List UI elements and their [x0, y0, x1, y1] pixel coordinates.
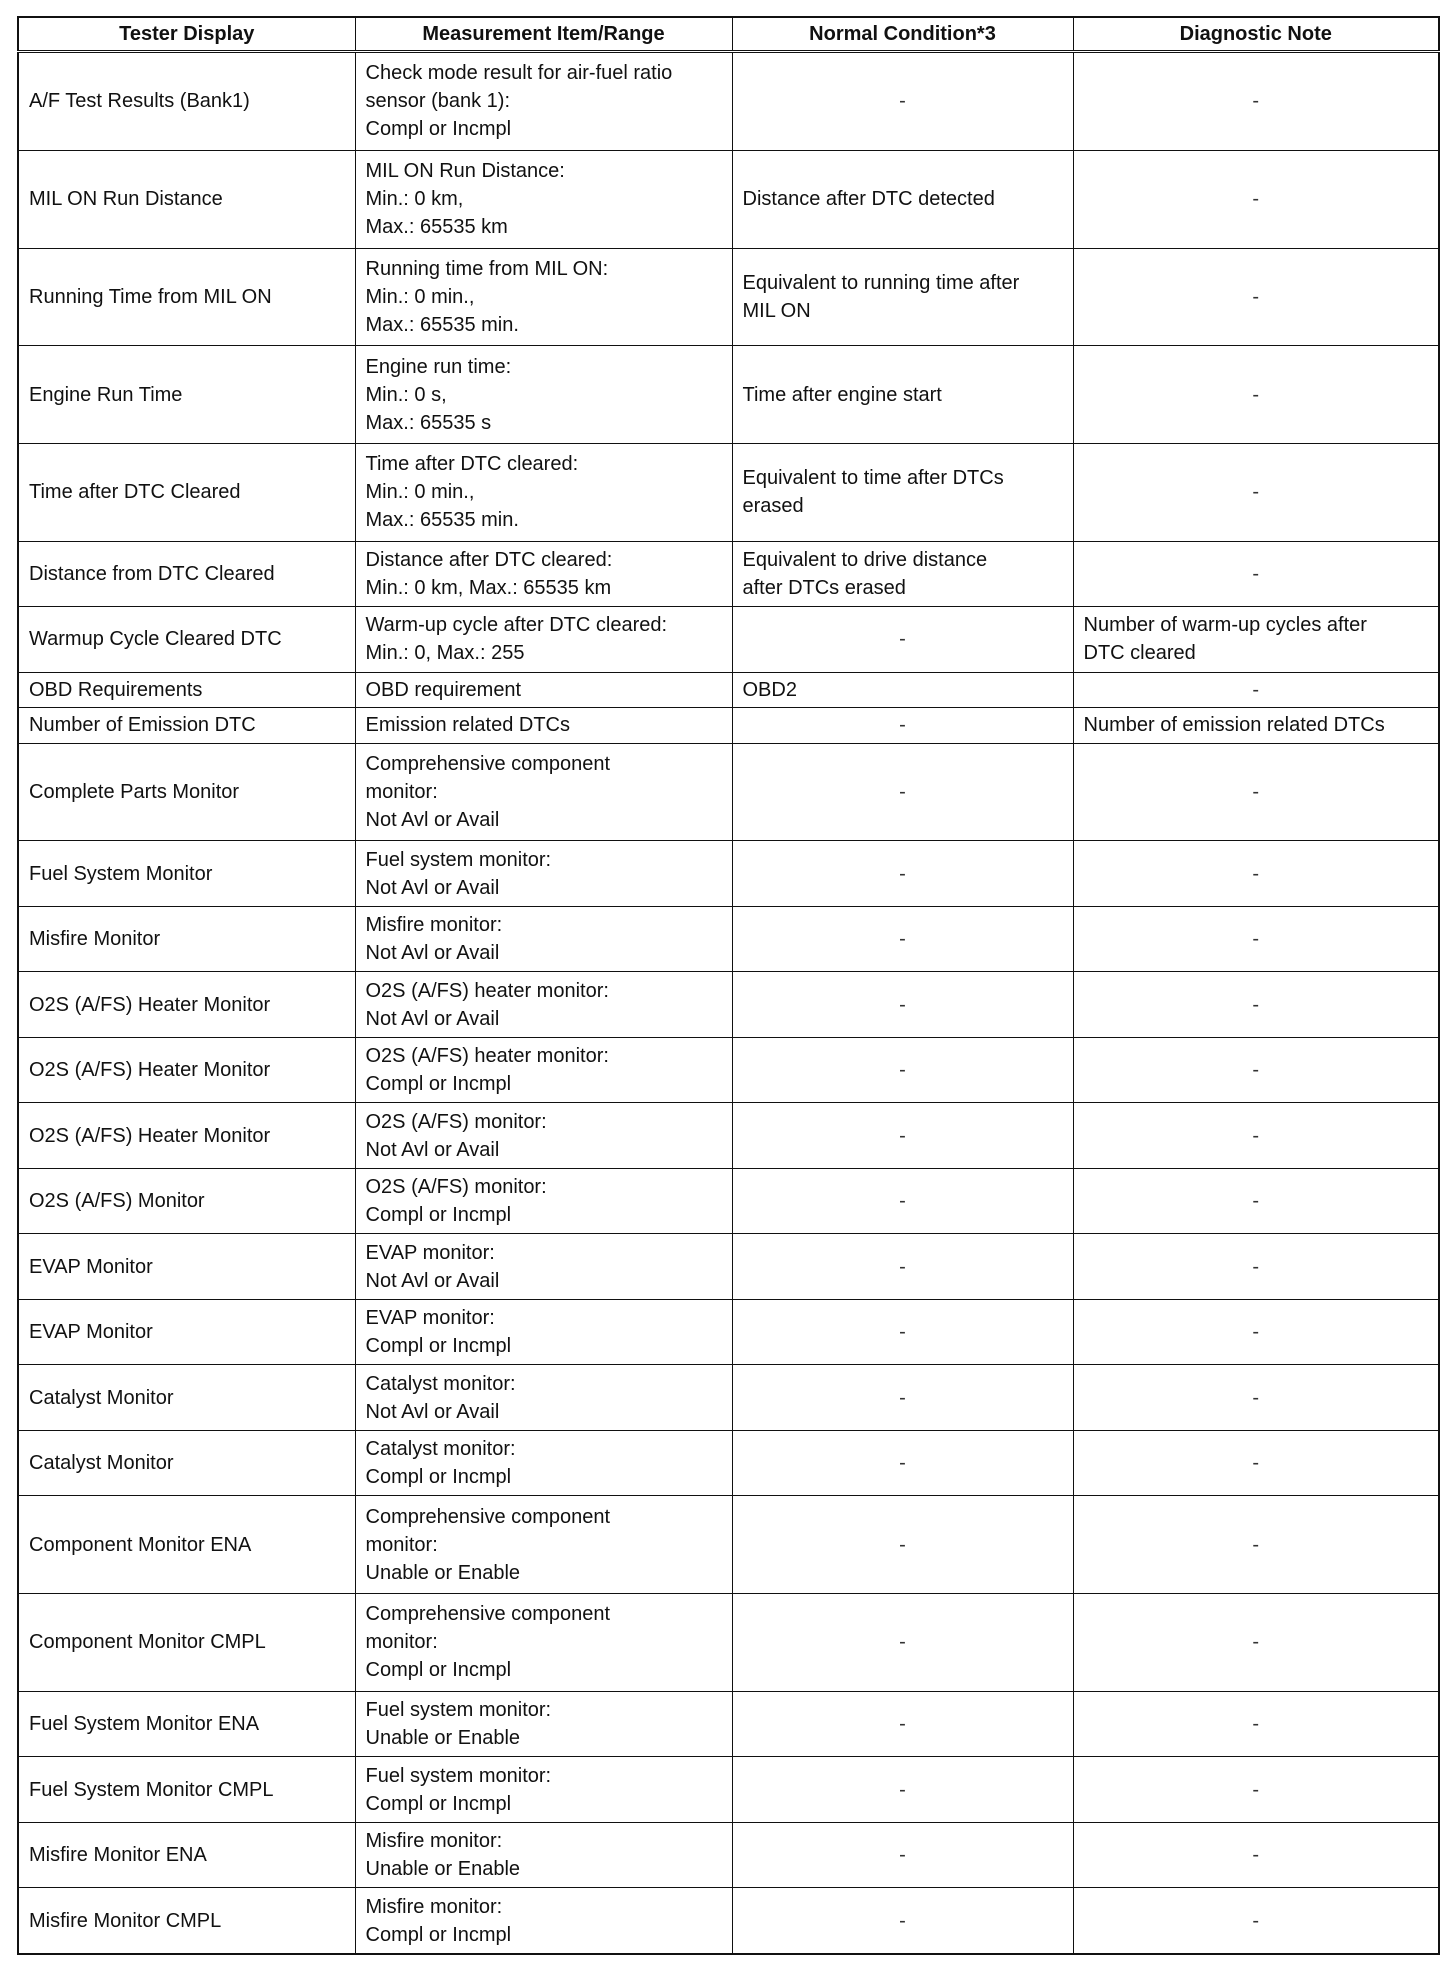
measurement-range-cell [355, 1496, 732, 1594]
table-row [18, 1168, 1439, 1234]
diagnostic-note-cell-text: - [1252, 285, 1260, 308]
measurement-range-cell [355, 607, 732, 673]
normal-condition-cell-text: Equivalent to running time after MIL ON [742, 271, 1020, 322]
normal-condition-cell [732, 708, 1073, 744]
normal-condition-cell [732, 1822, 1073, 1888]
diagnostic-note-cell [1073, 743, 1439, 841]
measurement-range-cell-text: Fuel system monitor: Compl or Incmpl [365, 1764, 552, 1815]
tester-display-cell-text: Misfire Monitor CMPL [29, 1909, 222, 1932]
tester-display-cell-text: Fuel System Monitor ENA [29, 1713, 260, 1736]
measurement-range-cell-text: Comprehensive component monitor: Unable or Enable [365, 1505, 611, 1584]
diagnostic-note-cell [1073, 1365, 1439, 1431]
tester-display-cell [18, 150, 355, 248]
tester-display-cell [18, 708, 355, 744]
diagnostic-note-cell [1073, 346, 1439, 444]
normal-condition-cell-text: - [899, 1713, 906, 1736]
tester-display-cell-text: O2S (A/FS) Monitor [29, 1190, 205, 1213]
tester-display-cell [18, 1691, 355, 1757]
normal-condition-cell-text: - [899, 1255, 906, 1278]
tester-display-cell [18, 1822, 355, 1888]
diagnostic-note-cell-text: - [1252, 1386, 1260, 1409]
table-row [18, 150, 1439, 248]
normal-condition-cell [732, 1757, 1073, 1823]
diagnostic-note-cell-text: - [1252, 1713, 1260, 1736]
measurement-range-cell [355, 1168, 732, 1234]
diagnostic-note-cell [1073, 1496, 1439, 1594]
normal-condition-cell [732, 841, 1073, 907]
diagnostic-note-cell [1073, 708, 1439, 744]
diagnostic-note-cell-text: - [1252, 188, 1260, 211]
diagnostic-note-cell [1073, 1822, 1439, 1888]
normal-condition-cell-text: Distance after DTC detected [742, 188, 995, 211]
tester-display-cell-text: Misfire Monitor [29, 928, 161, 951]
normal-condition-cell [732, 150, 1073, 248]
normal-condition-cell-text: - [899, 993, 906, 1016]
diagnostic-note-cell-text: - [1252, 1631, 1260, 1654]
tester-display-cell [18, 1234, 355, 1300]
diagnostic-note-cell-text: Number of warm-up cycles after DTC cleared [1083, 614, 1367, 665]
diagnostic-note-cell [1073, 248, 1439, 346]
table-row [18, 443, 1439, 541]
normal-condition-cell [732, 1430, 1073, 1496]
tester-display-cell-text: Component Monitor ENA [29, 1533, 252, 1556]
measurement-range-cell-text: Emission related DTCs [365, 714, 571, 737]
measurement-range-cell-text: O2S (A/FS) heater monitor: Compl or Incmpl [365, 1045, 609, 1096]
diagnostic-note-cell-text: - [1252, 481, 1260, 504]
measurement-range-cell-text: O2S (A/FS) monitor: Not Avl or Avail [365, 1110, 547, 1161]
measurement-range-cell-text: EVAP monitor: Compl or Incmpl [365, 1307, 512, 1358]
diagnostic-note-cell [1073, 150, 1439, 248]
normal-condition-cell-text: - [899, 1778, 906, 1801]
measurement-range-cell-text: Misfire monitor: Not Avl or Avail [365, 914, 503, 965]
diagnostic-note-cell [1073, 1037, 1439, 1103]
table-row [18, 248, 1439, 346]
measurement-range-cell [355, 1888, 732, 1954]
tester-display-cell-text: Number of Emission DTC [29, 714, 256, 737]
measurement-range-cell [355, 541, 732, 607]
measurement-range-cell-text: Comprehensive component monitor: Compl or Incmpl [365, 1603, 611, 1682]
diagnostic-note-cell-text: - [1252, 1190, 1260, 1213]
normal-condition-cell [732, 248, 1073, 346]
tester-display-cell [18, 248, 355, 346]
table-row [18, 607, 1439, 673]
normal-condition-cell-text: OBD2 [742, 678, 797, 701]
normal-condition-cell-text: - [899, 1124, 906, 1147]
table-row [18, 1496, 1439, 1594]
table-row [18, 1103, 1439, 1169]
header-tester-display: Tester Display [18, 17, 355, 52]
tester-display-cell-text: MIL ON Run Distance [29, 188, 223, 211]
table-row [18, 841, 1439, 907]
normal-condition-cell-text: - [899, 1533, 906, 1556]
normal-condition-cell-text: Equivalent to time after DTCs erased [742, 467, 1004, 518]
tester-display-cell-text: Catalyst Monitor [29, 1386, 174, 1409]
diagnostic-note-cell [1073, 443, 1439, 541]
measurement-range-cell [355, 346, 732, 444]
diagnostic-note-cell-text: - [1252, 1124, 1260, 1147]
tester-display-cell-text: Running Time from MIL ON [29, 285, 272, 308]
diagnostic-note-cell [1073, 607, 1439, 673]
normal-condition-cell [732, 972, 1073, 1038]
tester-display-cell-text: EVAP Monitor [29, 1321, 153, 1344]
normal-condition-cell-text: - [899, 1909, 906, 1932]
measurement-range-cell [355, 1037, 732, 1103]
tester-display-cell-text: Warmup Cycle Cleared DTC [29, 628, 282, 651]
table-row [18, 708, 1439, 744]
normal-condition-cell-text: Equivalent to drive distance after DTCs erased [742, 548, 988, 599]
diagnostic-note-cell-text: - [1252, 90, 1260, 113]
header-row [18, 17, 1439, 52]
diagnostic-note-cell-text: - [1252, 1778, 1260, 1801]
measurement-range-cell [355, 248, 732, 346]
normal-condition-cell [732, 906, 1073, 972]
measurement-range-cell [355, 841, 732, 907]
measurement-range-cell [355, 672, 732, 708]
table-row [18, 906, 1439, 972]
measurement-range-cell-text: Distance after DTC cleared: Min.: 0 km, Max.: 65535 km [365, 548, 613, 599]
tester-display-cell-text: Misfire Monitor ENA [29, 1844, 207, 1867]
normal-condition-cell [732, 1234, 1073, 1300]
tester-display-cell [18, 52, 355, 151]
diagnostic-note-cell-text: - [1252, 1452, 1260, 1475]
tester-display-cell [18, 607, 355, 673]
normal-condition-cell-text: - [899, 1190, 906, 1213]
measurement-range-cell-text: Fuel system monitor: Unable or Enable [365, 1699, 552, 1750]
tester-display-cell [18, 1103, 355, 1169]
table-row [18, 1757, 1439, 1823]
diagnostic-note-cell-text: - [1252, 1321, 1260, 1344]
measurement-range-cell-text: EVAP monitor: Not Avl or Avail [365, 1241, 500, 1292]
measurement-range-cell-text: Engine run time: Min.: 0 s, Max.: 65535 s [365, 355, 512, 434]
measurement-range-cell [355, 972, 732, 1038]
normal-condition-cell [732, 1299, 1073, 1365]
measurement-range-cell-text: OBD requirement [365, 678, 522, 701]
normal-condition-cell-text: - [899, 1386, 906, 1409]
tester-display-cell-text: O2S (A/FS) Heater Monitor [29, 1059, 271, 1082]
diagnostic-note-cell [1073, 1103, 1439, 1169]
diagnostic-note-cell [1073, 541, 1439, 607]
measurement-range-cell-text: Misfire monitor: Unable or Enable [365, 1830, 521, 1881]
normal-condition-cell [732, 1691, 1073, 1757]
header-normal-condition: Normal Condition*3 [732, 17, 1073, 52]
normal-condition-cell [732, 1168, 1073, 1234]
table-row [18, 1594, 1439, 1692]
table-row [18, 1299, 1439, 1365]
tester-display-cell [18, 1430, 355, 1496]
measurement-range-cell [355, 1691, 732, 1757]
normal-condition-cell-text: - [899, 781, 906, 804]
tester-display-cell [18, 672, 355, 708]
normal-condition-cell-text: - [899, 714, 906, 737]
diagnostic-note-cell [1073, 1299, 1439, 1365]
tester-data-table [17, 16, 1440, 1955]
measurement-range-cell-text: O2S (A/FS) monitor: Compl or Incmpl [365, 1176, 547, 1227]
measurement-range-cell-text: Warm-up cycle after DTC cleared: Min.: 0, Max.: 255 [365, 614, 668, 665]
diagnostic-note-cell [1073, 906, 1439, 972]
measurement-range-cell-text: MIL ON Run Distance: Min.: 0 km, Max.: 65535 km [365, 160, 565, 239]
table-row [18, 1691, 1439, 1757]
tester-display-cell [18, 972, 355, 1038]
tester-display-cell [18, 1299, 355, 1365]
diagnostic-note-cell [1073, 52, 1439, 151]
tester-display-cell-text: Fuel System Monitor CMPL [29, 1778, 274, 1801]
measurement-range-cell [355, 1365, 732, 1431]
diagnostic-note-cell-text: - [1252, 781, 1260, 804]
measurement-range-cell-text: Misfire monitor: Compl or Incmpl [365, 1895, 512, 1946]
measurement-range-cell [355, 1103, 732, 1169]
tester-display-cell [18, 1888, 355, 1954]
tester-display-cell-text: OBD Requirements [29, 678, 203, 701]
table-row [18, 1234, 1439, 1300]
table-row [18, 743, 1439, 841]
normal-condition-cell-text: - [899, 1059, 906, 1082]
tester-display-cell-text: Fuel System Monitor [29, 862, 213, 885]
table-row [18, 1037, 1439, 1103]
diagnostic-note-cell-text: - [1252, 1909, 1260, 1932]
diagnostic-note-cell-text: - [1252, 1844, 1260, 1867]
header-diagnostic-note: Diagnostic Note [1073, 17, 1439, 52]
table-header [18, 17, 1439, 52]
diagnostic-note-cell-text: - [1252, 993, 1260, 1016]
diagnostic-note-cell [1073, 1234, 1439, 1300]
measurement-range-cell [355, 150, 732, 248]
normal-condition-cell [732, 1037, 1073, 1103]
tester-display-cell [18, 346, 355, 444]
diagnostic-note-cell-text: - [1252, 862, 1260, 885]
measurement-range-cell [355, 52, 732, 151]
diagnostic-note-cell [1073, 1594, 1439, 1692]
table-row [18, 52, 1439, 151]
measurement-range-cell [355, 708, 732, 744]
table-row [18, 541, 1439, 607]
tester-display-cell [18, 1757, 355, 1823]
normal-condition-cell-text: - [899, 628, 906, 651]
diagnostic-note-cell [1073, 672, 1439, 708]
measurement-range-cell [355, 1299, 732, 1365]
diagnostic-note-cell [1073, 1430, 1439, 1496]
diagnostic-note-cell-text: - [1252, 1255, 1260, 1278]
tester-display-cell [18, 1594, 355, 1692]
measurement-range-cell-text: Check mode result for air-fuel ratio sensor (bank 1): Compl or Incmpl [365, 62, 673, 141]
tester-display-cell-text: Time after DTC Cleared [29, 481, 241, 504]
measurement-range-cell-text: Time after DTC cleared: Min.: 0 min., Max.: 65535 min. [365, 453, 579, 532]
normal-condition-cell [732, 1888, 1073, 1954]
normal-condition-cell-text: Time after engine start [742, 383, 942, 406]
table-row [18, 1365, 1439, 1431]
tester-display-cell-text: Engine Run Time [29, 383, 183, 406]
normal-condition-cell-text: - [899, 928, 906, 951]
tester-display-cell-text: Catalyst Monitor [29, 1452, 174, 1475]
tester-display-cell-text: O2S (A/FS) Heater Monitor [29, 993, 271, 1016]
tester-display-cell [18, 906, 355, 972]
tester-display-cell-text: Complete Parts Monitor [29, 781, 240, 804]
measurement-range-cell [355, 1234, 732, 1300]
normal-condition-cell [732, 346, 1073, 444]
tester-display-cell [18, 1168, 355, 1234]
normal-condition-cell [732, 443, 1073, 541]
table-row [18, 1822, 1439, 1888]
normal-condition-cell-text: - [899, 1844, 906, 1867]
tester-display-cell [18, 1365, 355, 1431]
tester-display-cell [18, 1037, 355, 1103]
diagnostic-note-cell-text: - [1252, 928, 1260, 951]
table-row [18, 1888, 1439, 1954]
normal-condition-cell [732, 1365, 1073, 1431]
measurement-range-cell-text: Running time from MIL ON: Min.: 0 min., Max.: 65535 min. [365, 257, 609, 336]
tester-display-cell [18, 443, 355, 541]
normal-condition-cell-text: - [899, 862, 906, 885]
table-row [18, 672, 1439, 708]
measurement-range-cell-text: Catalyst monitor: Not Avl or Avail [365, 1372, 516, 1423]
measurement-range-cell [355, 906, 732, 972]
diagnostic-note-cell [1073, 1691, 1439, 1757]
normal-condition-cell [732, 607, 1073, 673]
measurement-range-cell [355, 1430, 732, 1496]
normal-condition-cell [732, 743, 1073, 841]
normal-condition-cell-text: - [899, 1631, 906, 1654]
measurement-range-cell-text: Comprehensive component monitor: Not Avl or Avail [365, 753, 611, 832]
tester-display-cell-text: Component Monitor CMPL [29, 1631, 266, 1654]
normal-condition-cell-text: - [899, 1452, 906, 1475]
measurement-range-cell [355, 1594, 732, 1692]
normal-condition-cell-text: - [899, 90, 906, 113]
normal-condition-cell [732, 541, 1073, 607]
table-body [18, 52, 1439, 1955]
measurement-range-cell [355, 1757, 732, 1823]
normal-condition-cell [732, 1496, 1073, 1594]
normal-condition-cell-text: - [899, 1321, 906, 1344]
table-row [18, 1430, 1439, 1496]
diagnostic-note-cell-text: - [1252, 1059, 1260, 1082]
diagnostic-note-cell-text: - [1252, 678, 1260, 701]
diagnostic-note-cell-text: - [1252, 562, 1260, 585]
measurement-range-cell [355, 443, 732, 541]
header-measurement-item-range: Measurement Item/Range [355, 17, 732, 52]
tester-display-cell [18, 1496, 355, 1594]
diagnostic-note-cell-text: Number of emission related DTCs [1083, 714, 1385, 737]
normal-condition-cell [732, 1594, 1073, 1692]
normal-condition-cell [732, 52, 1073, 151]
tester-display-cell [18, 541, 355, 607]
tester-display-cell-text: EVAP Monitor [29, 1255, 153, 1278]
normal-condition-cell [732, 1103, 1073, 1169]
measurement-range-cell [355, 743, 732, 841]
diagnostic-note-cell [1073, 1888, 1439, 1954]
measurement-range-cell-text: O2S (A/FS) heater monitor: Not Avl or Avail [365, 979, 609, 1030]
tester-display-cell-text: O2S (A/FS) Heater Monitor [29, 1124, 271, 1147]
diagnostic-note-cell-text: - [1252, 1533, 1260, 1556]
diagnostic-note-cell [1073, 1757, 1439, 1823]
tester-display-cell-text: A/F Test Results (Bank1) [29, 90, 250, 113]
measurement-range-cell-text: Fuel system monitor: Not Avl or Avail [365, 848, 552, 899]
normal-condition-cell [732, 672, 1073, 708]
measurement-range-cell-text: Catalyst monitor: Compl or Incmpl [365, 1438, 516, 1489]
diagnostic-note-cell [1073, 1168, 1439, 1234]
table-row [18, 972, 1439, 1038]
tester-display-cell-text: Distance from DTC Cleared [29, 562, 275, 585]
measurement-range-cell [355, 1822, 732, 1888]
tester-display-cell [18, 743, 355, 841]
tester-display-cell [18, 841, 355, 907]
diagnostic-note-cell-text: - [1252, 383, 1260, 406]
table-row [18, 346, 1439, 444]
diagnostic-note-cell [1073, 972, 1439, 1038]
diagnostic-note-cell [1073, 841, 1439, 907]
